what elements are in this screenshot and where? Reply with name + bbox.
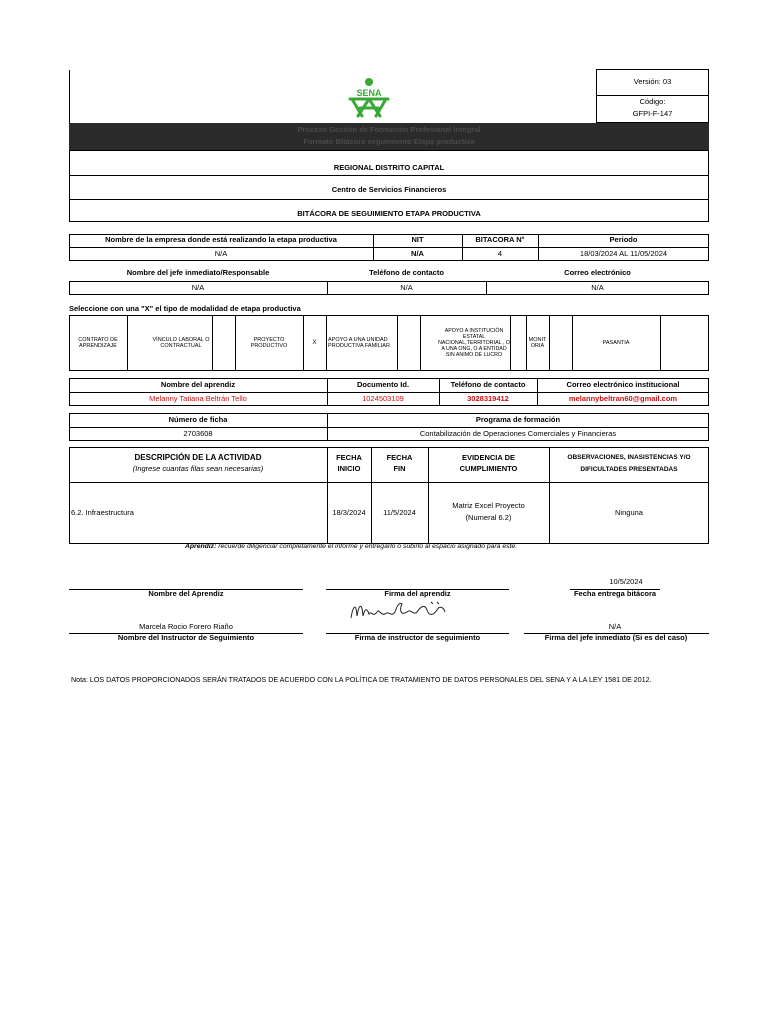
process-line-1: Proceso Gestión de Formación Profesional Integral (297, 124, 481, 134)
activity-row-desc: 6.2. Infraestructura (71, 507, 134, 517)
activity-evidence-header-1: EVIDENCIA DE (461, 452, 516, 462)
activity-end-header-1: FECHA (386, 452, 413, 462)
header-left-border (69, 70, 70, 123)
program-header: Programa de formación (475, 414, 561, 424)
activity-row-start: 18/3/2024 (332, 507, 366, 517)
boss-phone-header: Teléfono de contacto (369, 267, 444, 277)
activity-obs-header-2: DIFICULTADES PRESENTADAS (580, 465, 678, 473)
activity-start-header-2: INICIO (337, 464, 361, 474)
apprentice-doc-value: 1024503109 (362, 393, 404, 403)
nit-header: NIT (411, 235, 424, 245)
modality-proyecto-mark[interactable]: X (312, 339, 317, 346)
data-policy-note: Nota: LOS DATOS PROPORCIONADOS SERÁN TRATADOS DE ACUERDO CON LA POLÍTICA DE TRATAMIENTO DE DATOS PERSONALES DEL SENA Y A LA LEY 1581 DE 2012. (71, 676, 652, 684)
modality-monitoria: MONIT ORIA (528, 336, 547, 349)
modality-vinculo: VÍNCULO LABORAL O CONTRACTUAL (152, 336, 210, 349)
boss-name-header: Nombre del jefe inmediato/Responsable (126, 267, 270, 277)
bitacora-header: BITACORA N° (475, 235, 525, 245)
company-name-header: Nombre de la empresa donde está realizando la etapa productiva (105, 235, 337, 245)
regional-divider-2 (69, 199, 709, 200)
apprentice-note-text: recuerde diligenciar completamente el informe y entregarlo o subirlo al espacio asignado para este. (216, 543, 518, 550)
modality-contrato: CONTRATO DE APRENDIZAJE (78, 336, 118, 349)
apprentice-name-value: Melanny Tatiana Beltrán Tello (149, 393, 247, 403)
company-name-value: N/A (214, 249, 228, 259)
apprentice-email-header: Correo electrónico institucional (566, 379, 680, 389)
apprentice-email-value: melannybeltran60@gmail.com (568, 393, 678, 403)
period-value: 18/03/2024 AL 11/05/2024 (579, 249, 668, 259)
modality-col-3 (235, 315, 236, 371)
instructor-signature-image (347, 598, 457, 624)
boss-email-value: N/A (591, 282, 604, 292)
modality-col-10 (549, 315, 550, 371)
apprentice-note-label: Aprendiz: (185, 543, 217, 550)
center-label: Centro de Servicios Financieros (331, 185, 447, 195)
code-label: Código: (639, 97, 666, 107)
sena-logo (344, 76, 394, 118)
activity-start-header-1: FECHA (336, 452, 362, 462)
activity-evidence-header-2: CUMPLIMIENTO (459, 464, 518, 474)
modality-col-12 (660, 315, 661, 371)
activity-row-evidence-2: (Numeral 6.2) (465, 512, 512, 522)
code-value: GFPI-F-147 (632, 108, 673, 118)
regional-divider-1 (69, 175, 709, 176)
ficha-value: 2703608 (183, 428, 213, 438)
activity-end-header-2: FIN (393, 464, 406, 474)
regional-label: REGIONAL DISTRITO CAPITAL (333, 163, 445, 173)
instructor-name-label: Nombre del Instructor de Seguimiento (117, 633, 255, 643)
boss-phone-value: N/A (400, 282, 413, 292)
apprentice-sign-label: Firma del aprendiz (384, 589, 451, 599)
version-label: Versión: 03 (633, 76, 672, 86)
activity-row-obs: Ninguna (615, 507, 643, 517)
activity-desc-subheader: (Ingrese cuantas filas sean necesarias) (132, 464, 264, 474)
activity-desc-header: DESCRIPCIÓN DE LA ACTIVIDAD (134, 453, 262, 463)
apprentice-doc-header: Documento Id. (356, 379, 410, 389)
delivery-date-value: 10/5/2024 (609, 577, 643, 587)
program-value: Contabilización de Operaciones Comerciales y Financieras (419, 428, 617, 438)
apprentice-phone-header: Teléfono de contacto (450, 379, 526, 389)
modality-col-1 (127, 315, 128, 371)
apprentice-note (185, 543, 685, 554)
modality-apoyo-institucion: APOYO A INSTITUCIÓN ESTATAL NACIONAL,TERRITORIAL , O A UNA ONG, O A ENTIDAD SIN ANIMO DE LUCRO (438, 327, 510, 359)
modality-proyecto: PROYECTO PRODUCTIVO (250, 336, 288, 349)
modality-pasantia: PASANTIA (602, 339, 630, 346)
modality-col-7 (420, 315, 421, 371)
instructor-name: Marcela Rocio Forero Riaño (139, 622, 233, 632)
period-header: Periodo (609, 235, 638, 245)
bitacora-value: 4 (497, 249, 503, 259)
modality-col-6 (397, 315, 398, 371)
activity-obs-header-1: OBSERVACIONES, INASISTENCIAS Y/O (567, 454, 691, 462)
apprentice-name-label: Nombre del Aprendiz (148, 589, 224, 599)
version-divider (596, 95, 709, 96)
process-line-2: Formato Bitácora seguimiento Etapa productiva (303, 136, 475, 146)
document-title: BITÁCORA DE SEGUIMIENTO ETAPA PRODUCTIVA (297, 209, 481, 219)
boss-email-header: Correo electrónico (564, 267, 631, 277)
apprentice-name-header: Nombre del aprendiz (160, 379, 236, 389)
activity-row-end: 11/5/2024 (383, 507, 416, 517)
instructor-sign-label: Firma de instructor de seguimiento (354, 633, 481, 643)
modality-instruction: Seleccione con una "X" el tipo de modalidad de etapa productiva (69, 303, 301, 313)
boss-name-value: N/A (191, 282, 205, 292)
boss-sign-value: N/A (608, 622, 622, 632)
sena-logo-text: SENA (356, 88, 382, 98)
nit-value: N/A (411, 249, 424, 259)
boss-sign-label: Firma del jefe inmediato (Si es del caso) (544, 633, 688, 643)
modality-apoyo-unidad: APOYO A UNA UNIDAD PRODUCTIVA FAMILIAR (328, 336, 390, 349)
apprentice-phone-value: 3028319412 (467, 393, 509, 403)
delivery-date-label: Fecha entrega bitácora (573, 589, 657, 599)
modality-col-8 (510, 315, 511, 371)
activity-row-evidence-1: Matriz Excel Proyecto (452, 500, 525, 510)
ficha-header: Número de ficha (168, 414, 228, 424)
